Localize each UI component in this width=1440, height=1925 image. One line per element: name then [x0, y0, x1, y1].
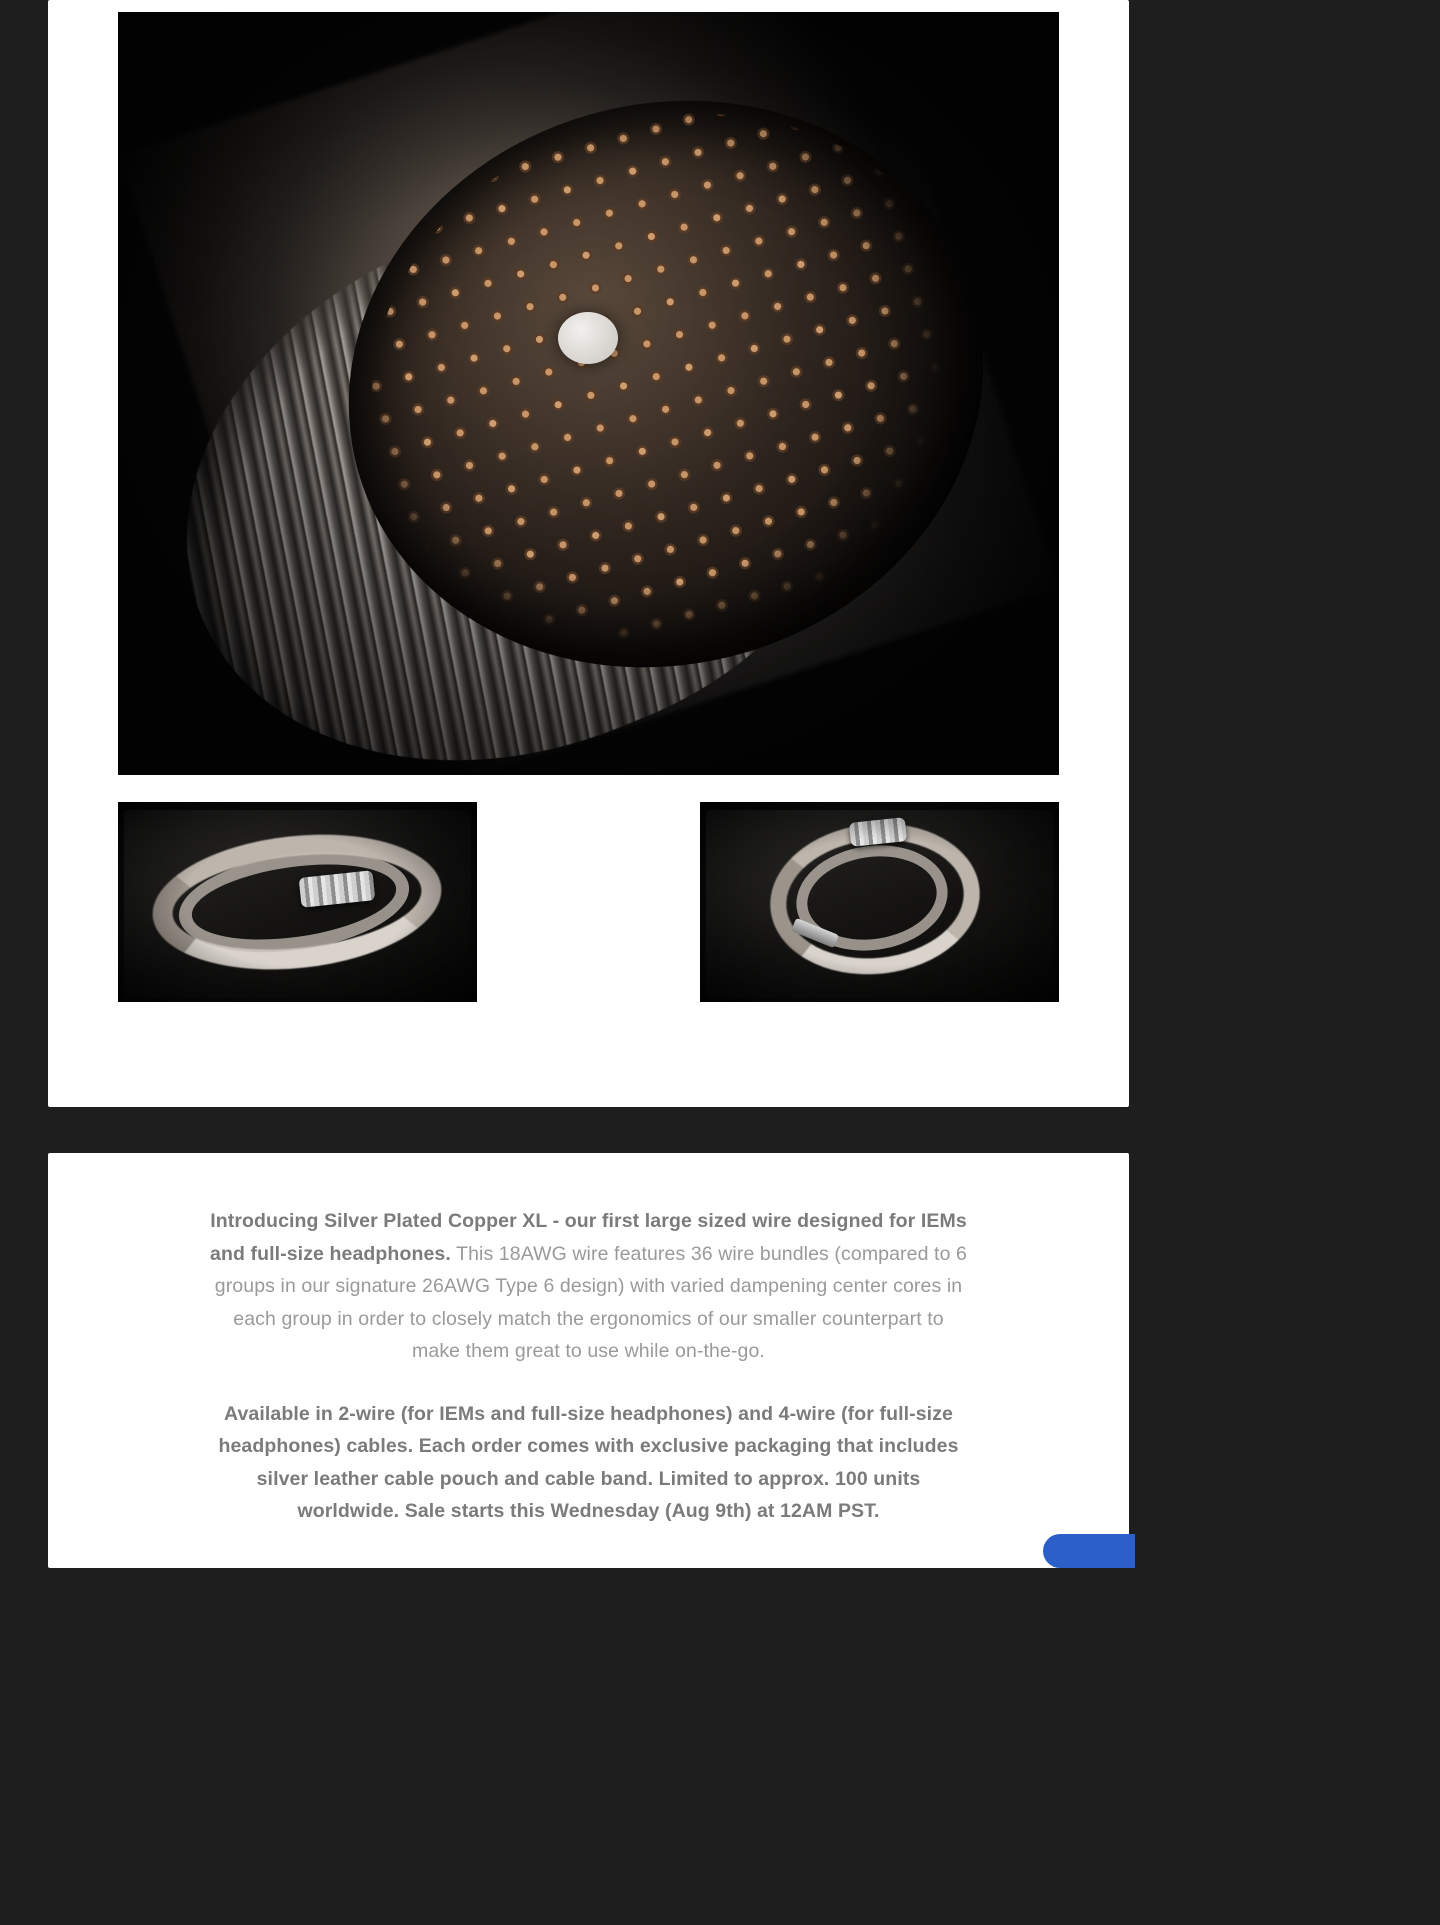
description-body-text: This 18AWG wire features 36 wire bundles (compared to 6 groups in our signature 26AWG Type 6 design) with varied dampening center cores in each group in order to closely match the ergonomics of our smaller counterpart to make them great to use while on-the-go.: [214, 1242, 967, 1362]
thumbnail-cable-with-plug[interactable]: [700, 802, 1059, 1002]
media-card-spacer: [48, 1002, 1129, 1107]
hero-image-wrapper: [118, 12, 1059, 775]
hero-product-image[interactable]: [118, 12, 1059, 775]
thumbnail-vignette: [118, 802, 477, 1002]
description-paragraph-1: [210, 1205, 968, 1368]
floating-action-pill[interactable]: [1043, 1534, 1135, 1568]
thumbnail-row: [118, 802, 1059, 1002]
description-paragraph-2: Available in 2-wire (for IEMs and full-size headphones) and 4-wire (for full-size headphones) cables. Each order comes with exclusive packaging that includes silver leather cable pouch and cable band. Limited to approx. 100 units worldwide. Sale starts this Wednesday (Aug 9th) at 12AM PST.: [218, 1402, 959, 1522]
product-description-card: [48, 1153, 1129, 1568]
thumbnail-cable-coiled[interactable]: [118, 802, 477, 1002]
thumbnail-vignette: [700, 802, 1059, 1002]
description-lead-text: Introducing Silver Plated Copper XL - our first large sized wire designed for IEMs and full-size headphones.: [210, 1210, 967, 1265]
hero-vignette: [118, 12, 1059, 775]
product-media-card: [48, 0, 1129, 1107]
